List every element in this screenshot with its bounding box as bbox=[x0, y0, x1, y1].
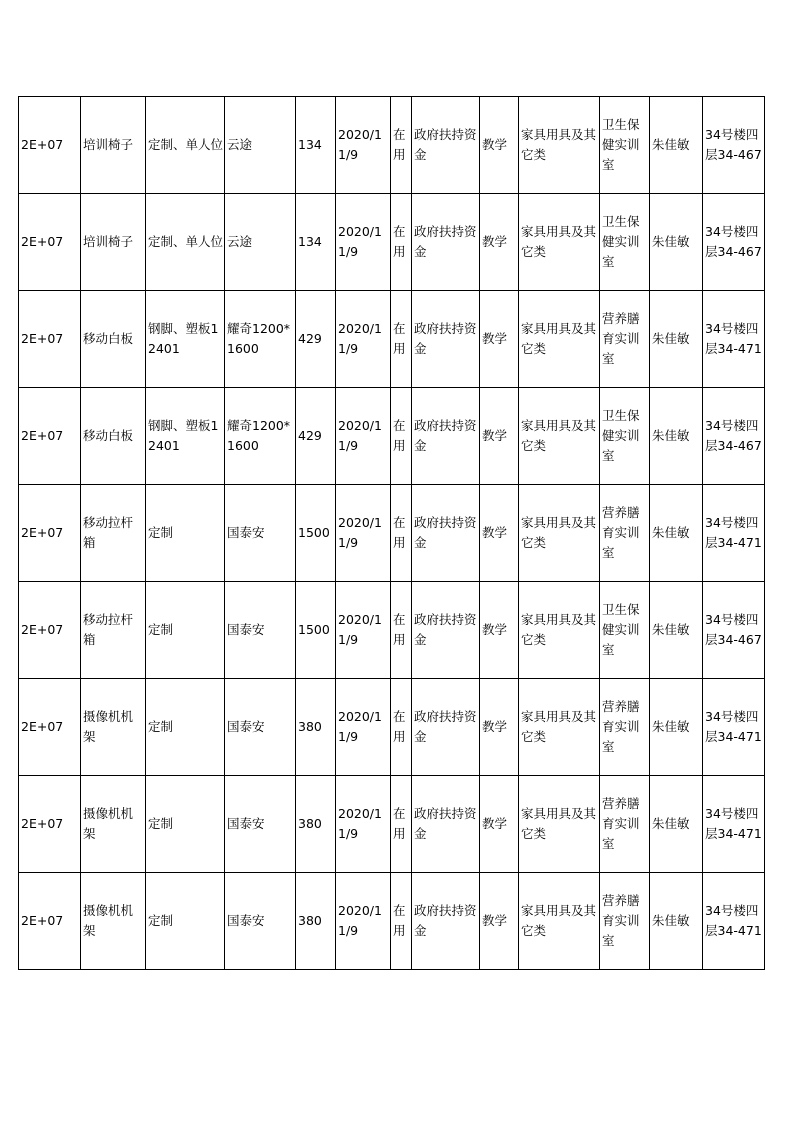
usage-cell: 教学 bbox=[480, 485, 519, 582]
room-cell: 营养膳育实训室 bbox=[600, 776, 650, 873]
category-cell: 家具用具及其它类 bbox=[519, 194, 600, 291]
status-cell: 在用 bbox=[391, 291, 412, 388]
brand-cell: 耀奇1200*1600 bbox=[225, 388, 296, 485]
brand-cell: 云途 bbox=[225, 194, 296, 291]
brand-cell: 国泰安 bbox=[225, 679, 296, 776]
room-cell: 卫生保健实训室 bbox=[600, 582, 650, 679]
asset-name-cell: 移动白板 bbox=[81, 388, 146, 485]
asset-name-cell: 移动白板 bbox=[81, 291, 146, 388]
category-cell: 家具用具及其它类 bbox=[519, 679, 600, 776]
location-cell: 34号楼四层34-471 bbox=[703, 776, 765, 873]
price-cell: 1500 bbox=[296, 582, 336, 679]
category-cell: 家具用具及其它类 bbox=[519, 97, 600, 194]
spec-cell: 定制 bbox=[146, 679, 225, 776]
location-cell: 34号楼四层34-467 bbox=[703, 194, 765, 291]
asset-code-cell: 2E+07 bbox=[19, 582, 81, 679]
keeper-cell: 朱佳敏 bbox=[650, 776, 703, 873]
price-cell: 429 bbox=[296, 388, 336, 485]
location-cell: 34号楼四层34-467 bbox=[703, 388, 765, 485]
asset-name-cell: 移动拉杆箱 bbox=[81, 582, 146, 679]
location-cell: 34号楼四层34-471 bbox=[703, 485, 765, 582]
price-cell: 429 bbox=[296, 291, 336, 388]
table-row bbox=[19, 485, 765, 582]
brand-cell: 国泰安 bbox=[225, 485, 296, 582]
asset-code-cell: 2E+07 bbox=[19, 97, 81, 194]
table-row bbox=[19, 97, 765, 194]
table-body bbox=[19, 97, 765, 970]
table-row bbox=[19, 873, 765, 970]
status-cell: 在用 bbox=[391, 776, 412, 873]
usage-cell: 教学 bbox=[480, 388, 519, 485]
asset-name-cell: 摄像机机架 bbox=[81, 873, 146, 970]
category-cell: 家具用具及其它类 bbox=[519, 291, 600, 388]
table-row bbox=[19, 776, 765, 873]
keeper-cell: 朱佳敏 bbox=[650, 194, 703, 291]
category-cell: 家具用具及其它类 bbox=[519, 485, 600, 582]
asset-table bbox=[18, 96, 765, 970]
spec-cell: 定制、单人位 bbox=[146, 194, 225, 291]
room-cell: 卫生保健实训室 bbox=[600, 388, 650, 485]
category-cell: 家具用具及其它类 bbox=[519, 388, 600, 485]
price-cell: 134 bbox=[296, 97, 336, 194]
usage-cell: 教学 bbox=[480, 679, 519, 776]
brand-cell: 云途 bbox=[225, 97, 296, 194]
spec-cell: 钢脚、塑板12401 bbox=[146, 388, 225, 485]
room-cell: 卫生保健实训室 bbox=[600, 97, 650, 194]
asset-name-cell: 培训椅子 bbox=[81, 194, 146, 291]
price-cell: 380 bbox=[296, 873, 336, 970]
table-row bbox=[19, 194, 765, 291]
fund-source-cell: 政府扶持资金 bbox=[412, 873, 480, 970]
usage-cell: 教学 bbox=[480, 194, 519, 291]
room-cell: 卫生保健实训室 bbox=[600, 194, 650, 291]
status-cell: 在用 bbox=[391, 679, 412, 776]
location-cell: 34号楼四层34-471 bbox=[703, 873, 765, 970]
brand-cell: 耀奇1200*1600 bbox=[225, 291, 296, 388]
fund-source-cell: 政府扶持资金 bbox=[412, 97, 480, 194]
price-cell: 1500 bbox=[296, 485, 336, 582]
asset-code-cell: 2E+07 bbox=[19, 485, 81, 582]
table-row bbox=[19, 291, 765, 388]
asset-name-cell: 培训椅子 bbox=[81, 97, 146, 194]
status-cell: 在用 bbox=[391, 485, 412, 582]
status-cell: 在用 bbox=[391, 194, 412, 291]
usage-cell: 教学 bbox=[480, 97, 519, 194]
keeper-cell: 朱佳敏 bbox=[650, 582, 703, 679]
asset-code-cell: 2E+07 bbox=[19, 388, 81, 485]
keeper-cell: 朱佳敏 bbox=[650, 485, 703, 582]
asset-code-cell: 2E+07 bbox=[19, 679, 81, 776]
spec-cell: 定制 bbox=[146, 873, 225, 970]
fund-source-cell: 政府扶持资金 bbox=[412, 291, 480, 388]
keeper-cell: 朱佳敏 bbox=[650, 291, 703, 388]
keeper-cell: 朱佳敏 bbox=[650, 679, 703, 776]
purchase-date-cell: 2020/11/9 bbox=[336, 388, 391, 485]
usage-cell: 教学 bbox=[480, 291, 519, 388]
purchase-date-cell: 2020/11/9 bbox=[336, 582, 391, 679]
purchase-date-cell: 2020/11/9 bbox=[336, 776, 391, 873]
spec-cell: 定制 bbox=[146, 582, 225, 679]
status-cell: 在用 bbox=[391, 388, 412, 485]
purchase-date-cell: 2020/11/9 bbox=[336, 679, 391, 776]
price-cell: 380 bbox=[296, 776, 336, 873]
status-cell: 在用 bbox=[391, 582, 412, 679]
price-cell: 134 bbox=[296, 194, 336, 291]
asset-code-cell: 2E+07 bbox=[19, 194, 81, 291]
usage-cell: 教学 bbox=[480, 582, 519, 679]
fund-source-cell: 政府扶持资金 bbox=[412, 776, 480, 873]
asset-name-cell: 移动拉杆箱 bbox=[81, 485, 146, 582]
room-cell: 营养膳育实训室 bbox=[600, 291, 650, 388]
category-cell: 家具用具及其它类 bbox=[519, 582, 600, 679]
fund-source-cell: 政府扶持资金 bbox=[412, 388, 480, 485]
usage-cell: 教学 bbox=[480, 776, 519, 873]
room-cell: 营养膳育实训室 bbox=[600, 679, 650, 776]
category-cell: 家具用具及其它类 bbox=[519, 776, 600, 873]
brand-cell: 国泰安 bbox=[225, 776, 296, 873]
asset-name-cell: 摄像机机架 bbox=[81, 776, 146, 873]
brand-cell: 国泰安 bbox=[225, 582, 296, 679]
fund-source-cell: 政府扶持资金 bbox=[412, 582, 480, 679]
keeper-cell: 朱佳敏 bbox=[650, 97, 703, 194]
room-cell: 营养膳育实训室 bbox=[600, 873, 650, 970]
brand-cell: 国泰安 bbox=[225, 873, 296, 970]
purchase-date-cell: 2020/11/9 bbox=[336, 873, 391, 970]
purchase-date-cell: 2020/11/9 bbox=[336, 194, 391, 291]
purchase-date-cell: 2020/11/9 bbox=[336, 485, 391, 582]
status-cell: 在用 bbox=[391, 97, 412, 194]
location-cell: 34号楼四层34-471 bbox=[703, 679, 765, 776]
asset-code-cell: 2E+07 bbox=[19, 873, 81, 970]
asset-code-cell: 2E+07 bbox=[19, 291, 81, 388]
keeper-cell: 朱佳敏 bbox=[650, 873, 703, 970]
location-cell: 34号楼四层34-467 bbox=[703, 582, 765, 679]
asset-name-cell: 摄像机机架 bbox=[81, 679, 146, 776]
purchase-date-cell: 2020/11/9 bbox=[336, 97, 391, 194]
purchase-date-cell: 2020/11/9 bbox=[336, 291, 391, 388]
fund-source-cell: 政府扶持资金 bbox=[412, 679, 480, 776]
spec-cell: 定制 bbox=[146, 485, 225, 582]
location-cell: 34号楼四层34-471 bbox=[703, 291, 765, 388]
asset-code-cell: 2E+07 bbox=[19, 776, 81, 873]
room-cell: 营养膳育实训室 bbox=[600, 485, 650, 582]
spec-cell: 钢脚、塑板12401 bbox=[146, 291, 225, 388]
spec-cell: 定制 bbox=[146, 776, 225, 873]
fund-source-cell: 政府扶持资金 bbox=[412, 485, 480, 582]
price-cell: 380 bbox=[296, 679, 336, 776]
usage-cell: 教学 bbox=[480, 873, 519, 970]
keeper-cell: 朱佳敏 bbox=[650, 388, 703, 485]
fund-source-cell: 政府扶持资金 bbox=[412, 194, 480, 291]
location-cell: 34号楼四层34-467 bbox=[703, 97, 765, 194]
category-cell: 家具用具及其它类 bbox=[519, 873, 600, 970]
table-row bbox=[19, 679, 765, 776]
table-row bbox=[19, 582, 765, 679]
status-cell: 在用 bbox=[391, 873, 412, 970]
spec-cell: 定制、单人位 bbox=[146, 97, 225, 194]
table-row bbox=[19, 388, 765, 485]
